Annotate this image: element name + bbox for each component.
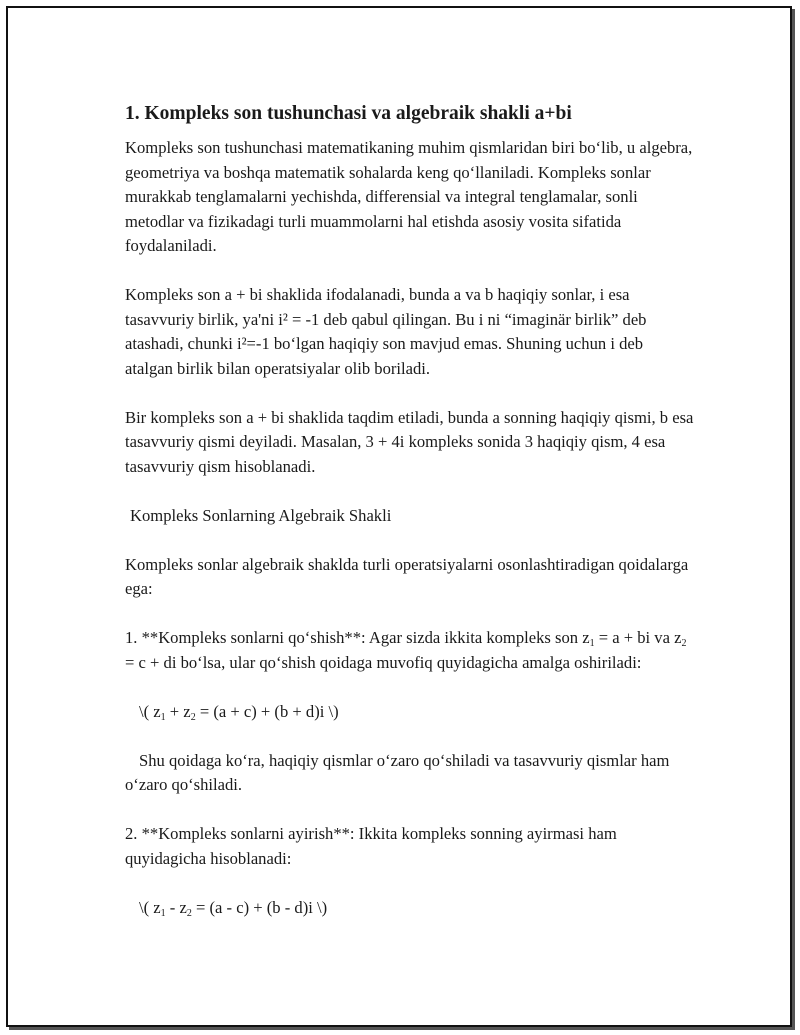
list-item-subtraction: 2. **Kompleks sonlarni ayirish**: Ikkita kompleks sonning ayirmasi ham quyidagicha hisoblanadi: (125, 824, 617, 868)
paragraph-gap (125, 724, 695, 749)
text-run: - z (165, 897, 187, 917)
subscript: 2 (186, 907, 192, 919)
subscript: 1 (160, 907, 166, 919)
paragraph-gap (125, 259, 695, 284)
text-run: \( z (139, 897, 161, 917)
text-run: 1. **Kompleks sonlarni qo‘shish**: Agar sizda ikkita kompleks son z (125, 628, 590, 647)
paragraph-gap (125, 602, 695, 627)
paragraph-definition: Kompleks son a + bi shaklida ifodalanadi, bunda a va b haqiqiy sonlar, i esa tasavvuriy birlik, ya'ni i² = -1 deb qabul qilingan. Bu i ni “imaginär birlik” deb atashadi, chunki i²=-1 bo‘lgan haqiqiy son mavjud emas. Shuning uchun i deb atalgan birlik bilan operatsiyalar olib boriladi. (125, 285, 647, 378)
paragraph-gap (125, 675, 695, 700)
document-body (125, 100, 695, 920)
section-heading: 1. Kompleks son tushunchasi va algebraik shakli a+bi (125, 103, 572, 124)
paragraph-intro: Kompleks son tushunchasi matematikaning muhim qismlaridan biri bo‘lib, u algebra, geometriya va boshqa matematik sohalarda keng qo‘llaniladi. Kompleks sonlar murakkab tenglamalarni yechishda, differensial va integral tenglamalar, sonli metodlar va fizikadagi turli muammolarni hal etishda asosiy vosita sifatida foydalaniladi. (125, 138, 693, 255)
subscript: 1 (589, 638, 595, 649)
paragraph-example: Bir kompleks son a + bi shaklida taqdim etiladi, bunda a sonning haqiqiy qismi, b esa tasavvuriy qismi deyiladi. Masalan, 3 + 4i kompleks sonida 3 haqiqiy qism, 4 esa tasavvuriy qism hisoblanadi. (125, 407, 694, 476)
subscript: 1 (160, 711, 166, 723)
paragraph-gap (125, 479, 695, 504)
subscript: 2 (681, 638, 687, 649)
paragraph-addition-note: Shu qoidaga ko‘ra, haqiqiy qismlar o‘zaro qo‘shiladi va tasavvuriy qismlar ham o‘zaro qo‘shiladi. (125, 750, 670, 794)
formula-subtraction (125, 896, 695, 921)
paragraph-rules-intro: Kompleks sonlar algebraik shaklda turli operatsiyalarni osonlashtiradigan qoidalarga ega: (125, 554, 689, 598)
text-run: = (a - c) + (b - d)i \) (191, 897, 328, 917)
subheading: Kompleks Sonlarning Algebraik Shakli (130, 505, 392, 525)
text-run: + z (165, 701, 191, 721)
text-run: = c + di bo‘lsa, ular qo‘shish qoidaga muvofiq quyidagicha amalga oshiriladi: (125, 652, 642, 672)
list-item-addition (125, 626, 695, 675)
text-run: \( z (139, 701, 161, 721)
subscript: 2 (190, 711, 196, 723)
page-frame (6, 6, 792, 1027)
paragraph-gap (125, 798, 695, 823)
paragraph-gap (125, 528, 695, 553)
formula-addition (125, 700, 695, 725)
text-run: = a + bi va z (594, 628, 682, 647)
paragraph-gap (125, 871, 695, 896)
paragraph-gap (125, 381, 695, 406)
text-run: = (a + c) + (b + d)i \) (195, 701, 339, 721)
